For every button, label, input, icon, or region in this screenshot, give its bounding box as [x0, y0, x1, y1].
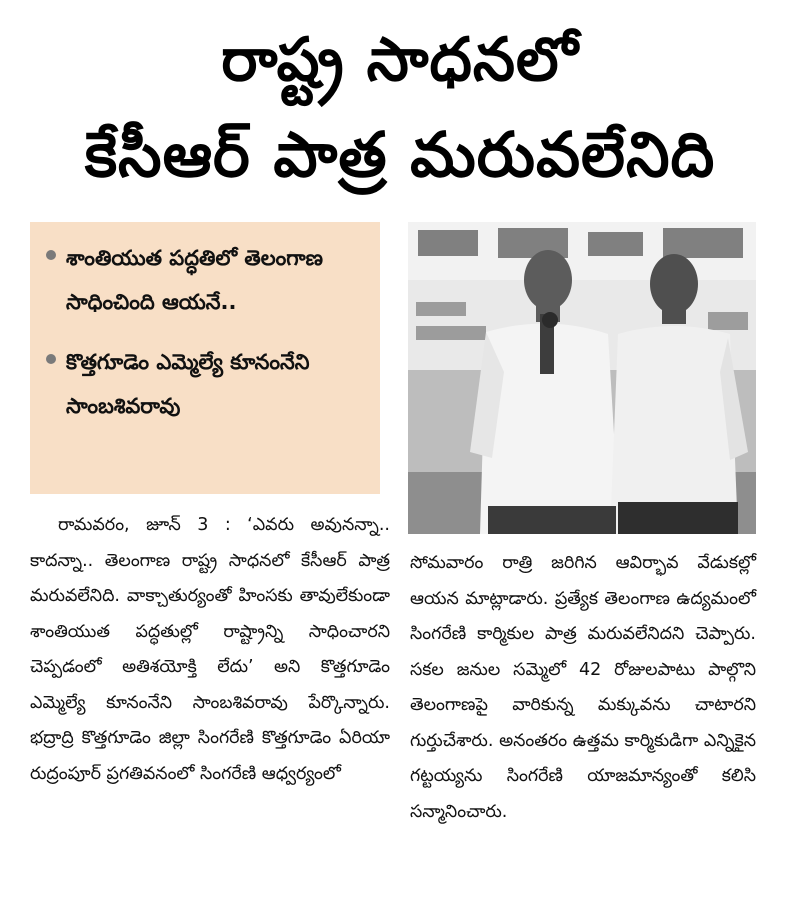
news-photo: [408, 222, 756, 534]
headline-line-1: రాష్ట్ర సాధనలో: [221, 25, 579, 95]
highlights-box: [30, 222, 380, 494]
highlight-text: కొత్తగూడెం ఎమ్మెల్యే కూనంనేని సాంబశివరావు: [66, 350, 310, 418]
article-text-right: సోమవారం రాత్రి జరిగిన ఆవిర్భావ వేడుకల్లో ఆయన మాట్లాడారు. ప్రత్యేక తెలంగాణ ఉద్యమంలో సింగరేణి కార్మికుల పాత్ర మరువలేనిదని చెప్పారు. సకల జనుల సమ్మెలో 42 రోజులపాటు పాల్గొని తెలంగాణపై వారికున్న మక్కువను చాటారని గుర్తుచేశారు. అనంతరం ఉత్తమ కార్మికుడిగా ఎన్నికైన గట్టయ్యను సింగరేణి యాజమాన్యంతో కలిసి సన్మానించారు.: [410, 553, 756, 822]
highlight-item: [46, 340, 372, 428]
article-column-left: [30, 508, 390, 792]
bullet-icon: [46, 250, 56, 260]
highlight-item: [46, 236, 372, 324]
bullet-icon: [46, 354, 56, 364]
article-column-right: [410, 546, 756, 830]
headline-line-2: కేసీఆర్ పాత్ర మరువలేనిది: [84, 118, 716, 191]
highlight-text: శాంతియుత పద్ధతిలో తెలంగాణ సాధించింది ఆయనే..: [66, 246, 323, 314]
article-text-left: రామవరం, జూన్ 3 : ‘ఎవరు అవునన్నా.. కాదన్నా.. తెలంగాణ రాష్ట్ర సాధనలో కేసీఆర్ పాత్ర మరువలేనిది. వాక్చాతుర్యంతో హింసకు తావులేకుండా శాంతియుత పద్ధతుల్లో రాష్ట్రాన్ని సాధించారని చెప్పడంలో అతిశయోక్తి లేదు’ అని కొత్తగూడెం ఎమ్మెల్యే కూనంనేని సాంబశివరావు పేర్కొన్నారు. భద్రాద్రి కొత్తగూడెం జిల్లా సింగరేణి కొత్తగూడెం ఏరియా రుద్రంపూర్ ప్రగతివనంలో సింగరేణి ఆధ్వర్యంలో: [30, 515, 390, 784]
